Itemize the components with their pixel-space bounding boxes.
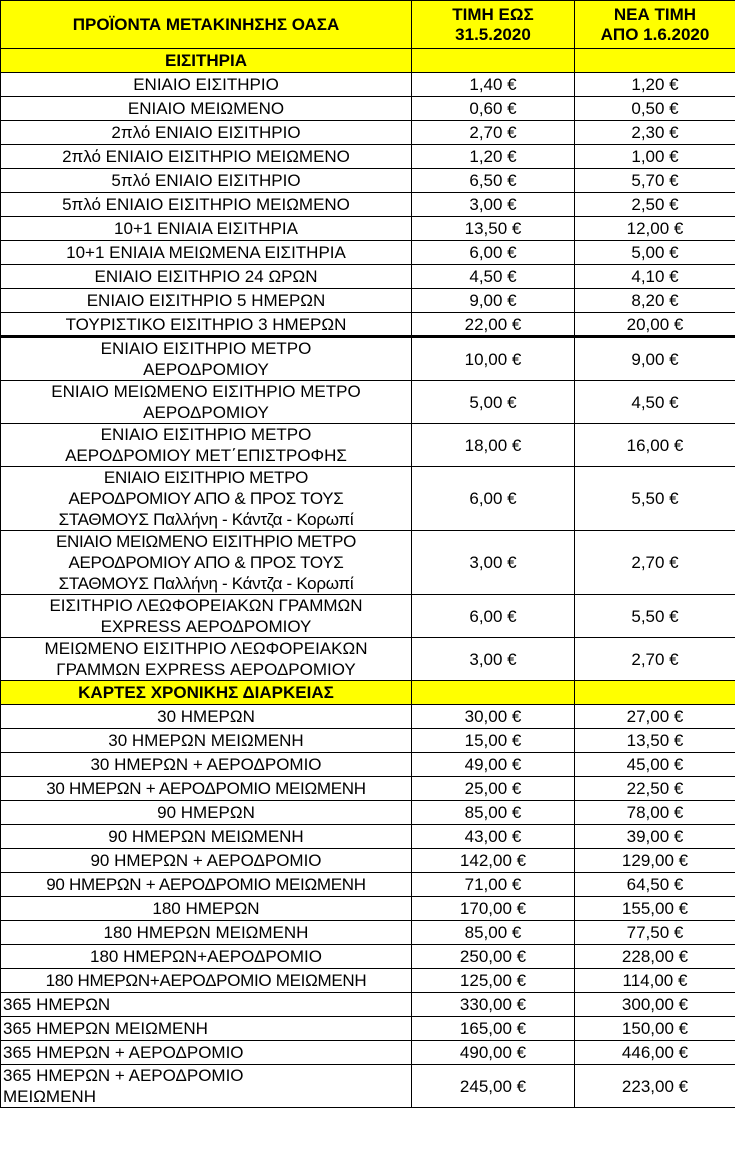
old-price-cell: 9,00 €: [412, 289, 575, 313]
product-name-line: 180 ΗΜΕΡΩΝ ΜΕΙΩΜΕΝΗ: [103, 923, 309, 942]
product-name-cell: [1, 801, 412, 825]
product-name-cell: [1, 289, 412, 313]
product-name-line: 30 ΗΜΕΡΩΝ + ΑΕΡΟΔΡΟΜΙΟ ΜΕΙΩΜΕΝΗ: [46, 779, 366, 798]
product-name-line: ΓΡΑΜΜΩΝ EXPRESS ΑΕΡΟΔΡΟΜΙΟΥ: [56, 660, 356, 679]
old-price-cell: 10,00 €: [412, 337, 575, 381]
table-row: [1, 1041, 735, 1065]
table-row: [1, 705, 735, 729]
product-name-cell: [1, 217, 412, 241]
product-name-line: ΑΕΡΟΔΡΟΜΙΟΥ: [143, 403, 269, 422]
new-price-cell: 8,20 €: [575, 289, 735, 313]
product-name-cell: [1, 241, 412, 265]
product-name-line: 90 ΗΜΕΡΩΝ + ΑΕΡΟΔΡΟΜΙΟ: [90, 851, 322, 870]
old-price-cell: 4,50 €: [412, 265, 575, 289]
old-price-cell: 71,00 €: [412, 873, 575, 897]
new-price-cell: 155,00 €: [575, 897, 735, 921]
new-price-cell: 16,00 €: [575, 424, 735, 467]
table-row: [1, 638, 735, 681]
table-row: [1, 969, 735, 993]
product-name-cell: [1, 381, 412, 424]
new-price-cell: 2,70 €: [575, 531, 735, 595]
table-row: [1, 873, 735, 897]
new-price-cell: 2,30 €: [575, 121, 735, 145]
product-name-cell: [1, 145, 412, 169]
product-name-line: 365 ΗΜΕΡΩΝ: [3, 995, 111, 1014]
product-name-cell: [1, 705, 412, 729]
section-empty-cell: [575, 49, 735, 73]
product-name-line: 365 ΗΜΕΡΩΝ + ΑΕΡΟΔΡΟΜΙΟ: [3, 1043, 244, 1062]
table-row: [1, 193, 735, 217]
product-name-line: ΑΕΡΟΔΡΟΜΙΟΥ ΑΠΟ & ΠΡΟΣ ΤΟΥΣ: [68, 553, 344, 572]
product-name-line: ΕΝΙΑΙΟ ΕΙΣΙΤΗΡΙΟ ΜΕΤΡΟ: [100, 425, 312, 444]
product-name-line: ΕΝΙΑΙΟ ΜΕΙΩΜΕΝΟ: [127, 99, 285, 118]
product-name-line: ΕΝΙΑΙΟ ΕΙΣΙΤΗΡΙΟ: [133, 75, 279, 94]
new-price-cell: 64,50 €: [575, 873, 735, 897]
table-row: [1, 849, 735, 873]
new-price-cell: 5,50 €: [575, 467, 735, 531]
section-empty-cell: [575, 681, 735, 705]
old-price-cell: 6,00 €: [412, 241, 575, 265]
table-row: [1, 531, 735, 595]
product-name-line: 90 ΗΜΕΡΩΝ ΜΕΙΩΜΕΝΗ: [108, 827, 304, 846]
section-title-tickets: ΕΙΣΙΤΗΡΙΑ: [1, 49, 412, 73]
table-row: [1, 945, 735, 969]
product-name-line: 180 ΗΜΕΡΩΝ+ΑΕΡΟΔΡΟΜΙΟ ΜΕΙΩΜΕΝΗ: [45, 971, 367, 990]
cards-body: [1, 705, 735, 1108]
old-price-cell: 5,00 €: [412, 381, 575, 424]
old-price-cell: 3,00 €: [412, 193, 575, 217]
table-row: [1, 241, 735, 265]
product-name-cell: [1, 1065, 412, 1108]
header-row: [1, 1, 735, 49]
product-name-cell: [1, 993, 412, 1017]
product-name-line: ΕΝΙΑΙΟ ΕΙΣΙΤΗΡΙΟ 5 ΗΜΕΡΩΝ: [86, 291, 326, 310]
product-name-line: ΕΝΙΑΙΟ ΜΕΙΩΜΕΝΟ ΕΙΣΙΤΗΡΙΟ ΜΕΤΡΟ: [55, 532, 357, 551]
old-price-cell: 1,40 €: [412, 73, 575, 97]
table-row: [1, 217, 735, 241]
new-price-header-line2: ΑΠΟ 1.6.2020: [600, 24, 710, 44]
product-name-line: 30 ΗΜΕΡΩΝ + ΑΕΡΟΔΡΟΜΙΟ: [90, 755, 322, 774]
new-price-column-header: [575, 1, 735, 49]
old-price-cell: 25,00 €: [412, 777, 575, 801]
section-empty-cell: [412, 49, 575, 73]
old-price-cell: 22,00 €: [412, 313, 575, 337]
table-row: [1, 337, 735, 381]
product-name-cell: [1, 897, 412, 921]
product-name-cell: [1, 121, 412, 145]
new-price-cell: 12,00 €: [575, 217, 735, 241]
product-name-line: ΕΝΙΑΙΟ ΕΙΣΙΤΗΡΙΟ ΜΕΤΡΟ: [103, 468, 309, 487]
product-name-line: 10+1 ΕΝΙΑΙΑ ΕΙΣΙΤΗΡΙΑ: [114, 219, 298, 238]
new-price-cell: 446,00 €: [575, 1041, 735, 1065]
product-name-cell: [1, 825, 412, 849]
product-name-cell: [1, 1017, 412, 1041]
product-name-cell: [1, 969, 412, 993]
product-name-cell: [1, 1041, 412, 1065]
new-price-cell: 27,00 €: [575, 705, 735, 729]
new-price-cell: 1,00 €: [575, 145, 735, 169]
product-name-cell: [1, 753, 412, 777]
product-name-line: ΑΕΡΟΔΡΟΜΙΟΥ: [143, 360, 269, 379]
section-title-cards: ΚΑΡΤΕΣ ΧΡΟΝΙΚΗΣ ΔΙΑΡΚΕΙΑΣ: [1, 681, 412, 705]
old-price-cell: 245,00 €: [412, 1065, 575, 1108]
product-name-line: 30 ΗΜΕΡΩΝ: [157, 707, 255, 726]
table-row: [1, 289, 735, 313]
product-name-line: EXPRESS ΑΕΡΟΔΡΟΜΙΟΥ: [100, 617, 312, 636]
table-row: [1, 313, 735, 337]
new-price-cell: 129,00 €: [575, 849, 735, 873]
product-name-cell: [1, 265, 412, 289]
product-name-line: 365 ΗΜΕΡΩΝ ΜΕΙΩΜΕΝΗ: [3, 1019, 208, 1038]
old-price-cell: 18,00 €: [412, 424, 575, 467]
product-name-cell: [1, 531, 412, 595]
product-name-line: ΤΟΥΡΙΣΤΙΚΟ ΕΙΣΙΤΗΡΙΟ 3 ΗΜΕΡΩΝ: [65, 314, 347, 334]
tickets-body: [1, 73, 735, 681]
old-price-cell: 6,00 €: [412, 467, 575, 531]
old-price-cell: 85,00 €: [412, 801, 575, 825]
table-row: [1, 897, 735, 921]
new-price-cell: 228,00 €: [575, 945, 735, 969]
old-price-cell: 170,00 €: [412, 897, 575, 921]
product-name-line: 30 ΗΜΕΡΩΝ ΜΕΙΩΜΕΝΗ: [108, 731, 304, 750]
product-name-cell: [1, 313, 412, 337]
product-name-cell: [1, 193, 412, 217]
old-price-cell: 1,20 €: [412, 145, 575, 169]
product-name-cell: [1, 921, 412, 945]
old-price-header-line1: ΤΙΜΗ ΕΩΣ: [452, 4, 534, 24]
table-row: [1, 1017, 735, 1041]
new-price-cell: 13,50 €: [575, 729, 735, 753]
new-price-cell: 5,50 €: [575, 595, 735, 638]
table-row: [1, 993, 735, 1017]
section-row-tickets: [1, 49, 735, 73]
section-empty-cell: [412, 681, 575, 705]
new-price-cell: 150,00 €: [575, 1017, 735, 1041]
product-name-line: ΑΕΡΟΔΡΟΜΙΟΥ ΜΕΤ΄ΕΠΙΣΤΡΟΦΗΣ: [65, 446, 347, 465]
old-price-cell: 165,00 €: [412, 1017, 575, 1041]
product-name-line: 5πλό ΕΝΙΑΙΟ ΕΙΣΙΤΗΡΙΟ ΜΕΙΩΜΕΝΟ: [62, 195, 350, 214]
table-row: [1, 801, 735, 825]
old-price-cell: 6,00 €: [412, 595, 575, 638]
product-name-line: 365 ΗΜΕΡΩΝ + ΑΕΡΟΔΡΟΜΙΟ: [3, 1066, 244, 1085]
product-name-line: 10+1 ΕΝΙΑΙΑ ΜΕΙΩΜΕΝΑ ΕΙΣΙΤΗΡΙΑ: [66, 243, 346, 262]
table-row: [1, 1065, 735, 1108]
product-name-line: ΜΕΙΩΜΕΝΗ: [3, 1087, 96, 1106]
table-row: [1, 169, 735, 193]
new-price-cell: 2,50 €: [575, 193, 735, 217]
product-name-cell: [1, 945, 412, 969]
old-price-cell: 6,50 €: [412, 169, 575, 193]
product-name-cell: [1, 73, 412, 97]
table-row: [1, 595, 735, 638]
product-name-cell: [1, 97, 412, 121]
old-price-cell: 43,00 €: [412, 825, 575, 849]
new-price-cell: 20,00 €: [575, 313, 735, 337]
old-price-cell: 30,00 €: [412, 705, 575, 729]
new-price-cell: 5,70 €: [575, 169, 735, 193]
product-name-line: ΜΕΙΩΜΕΝΟ ΕΙΣΙΤΗΡΙΟ ΛΕΩΦΟΡΕΙΑΚΩΝ: [44, 639, 368, 658]
new-price-cell: 114,00 €: [575, 969, 735, 993]
product-name-line: ΕΝΙΑΙΟ ΕΙΣΙΤΗΡΙΟ 24 ΩΡΩΝ: [94, 267, 318, 286]
old-price-cell: 13,50 €: [412, 217, 575, 241]
product-column-header: ΠΡΟΪΟΝΤΑ ΜΕΤΑΚΙΝΗΣΗΣ ΟΑΣΑ: [1, 1, 412, 49]
new-price-cell: 2,70 €: [575, 638, 735, 681]
product-name-line: ΕΝΙΑΙΟ ΜΕΙΩΜΕΝΟ ΕΙΣΙΤΗΡΙΟ ΜΕΤΡΟ: [51, 382, 361, 401]
old-price-cell: 490,00 €: [412, 1041, 575, 1065]
product-name-line: ΕΙΣΙΤΗΡΙΟ ΛΕΩΦΟΡΕΙΑΚΩΝ ΓΡΑΜΜΩΝ: [49, 596, 363, 615]
old-price-column-header: [412, 1, 575, 49]
new-price-cell: 300,00 €: [575, 993, 735, 1017]
new-price-cell: 78,00 €: [575, 801, 735, 825]
table-row: [1, 73, 735, 97]
product-name-line: ΑΕΡΟΔΡΟΜΙΟΥ ΑΠΟ & ΠΡΟΣ ΤΟΥΣ: [68, 489, 344, 508]
table-row: [1, 921, 735, 945]
old-price-cell: 85,00 €: [412, 921, 575, 945]
old-price-cell: 0,60 €: [412, 97, 575, 121]
table-row: [1, 777, 735, 801]
table-row: [1, 145, 735, 169]
table-row: [1, 467, 735, 531]
table-row: [1, 121, 735, 145]
product-name-cell: [1, 424, 412, 467]
new-price-cell: 77,50 €: [575, 921, 735, 945]
product-name-line: 2πλό ΕΝΙΑΙΟ ΕΙΣΙΤΗΡΙΟ: [111, 123, 301, 142]
product-name-cell: [1, 849, 412, 873]
new-price-cell: 223,00 €: [575, 1065, 735, 1108]
old-price-cell: 15,00 €: [412, 729, 575, 753]
product-name-line: 5πλό ΕΝΙΑΙΟ ΕΙΣΙΤΗΡΙΟ: [111, 171, 301, 190]
new-price-cell: 4,10 €: [575, 265, 735, 289]
new-price-header-line1: ΝΕΑ ΤΙΜΗ: [613, 4, 697, 24]
product-name-line: 90 ΗΜΕΡΩΝ: [157, 803, 255, 822]
new-price-cell: 0,50 €: [575, 97, 735, 121]
new-price-cell: 1,20 €: [575, 73, 735, 97]
new-price-cell: 9,00 €: [575, 337, 735, 381]
old-price-cell: 330,00 €: [412, 993, 575, 1017]
product-name-line: ΣΤΑΘΜΟΥΣ Παλλήνη - Κάντζα - Κορωπί: [58, 510, 354, 529]
table-row: [1, 381, 735, 424]
old-price-cell: 3,00 €: [412, 638, 575, 681]
old-price-cell: 3,00 €: [412, 531, 575, 595]
new-price-cell: 4,50 €: [575, 381, 735, 424]
new-price-cell: 39,00 €: [575, 825, 735, 849]
old-price-cell: 49,00 €: [412, 753, 575, 777]
product-name-line: 180 ΗΜΕΡΩΝ: [152, 899, 260, 918]
new-price-cell: 5,00 €: [575, 241, 735, 265]
new-price-cell: 45,00 €: [575, 753, 735, 777]
table-row: [1, 825, 735, 849]
product-name-cell: [1, 777, 412, 801]
product-name-line: ΣΤΑΘΜΟΥΣ Παλλήνη - Κάντζα - Κορωπί: [58, 574, 354, 593]
product-name-cell: [1, 169, 412, 193]
table-row: [1, 265, 735, 289]
table-row: [1, 97, 735, 121]
old-price-header-line2: 31.5.2020: [455, 24, 531, 44]
new-price-cell: 22,50 €: [575, 777, 735, 801]
product-name-line: 180 ΗΜΕΡΩΝ+ΑΕΡΟΔΡΟΜΙΟ: [89, 947, 323, 966]
product-name-cell: [1, 873, 412, 897]
table-row: [1, 424, 735, 467]
old-price-cell: 142,00 €: [412, 849, 575, 873]
product-name-cell: [1, 729, 412, 753]
product-name-line: ΕΝΙΑΙΟ ΕΙΣΙΤΗΡΙΟ ΜΕΤΡΟ: [100, 339, 312, 358]
product-name-cell: [1, 595, 412, 638]
product-name-line: 2πλό ΕΝΙΑΙΟ ΕΙΣΙΤΗΡΙΟ ΜΕΙΩΜΕΝΟ: [62, 147, 350, 166]
old-price-cell: 2,70 €: [412, 121, 575, 145]
product-name-line: 90 ΗΜΕΡΩΝ + ΑΕΡΟΔΡΟΜΙΟ ΜΕΙΩΜΕΝΗ: [46, 875, 366, 894]
product-name-cell: [1, 638, 412, 681]
section-row-cards: [1, 681, 735, 705]
product-name-cell: [1, 467, 412, 531]
product-name-cell: [1, 337, 412, 381]
old-price-cell: 250,00 €: [412, 945, 575, 969]
table-row: [1, 753, 735, 777]
old-price-cell: 125,00 €: [412, 969, 575, 993]
table-row: [1, 729, 735, 753]
